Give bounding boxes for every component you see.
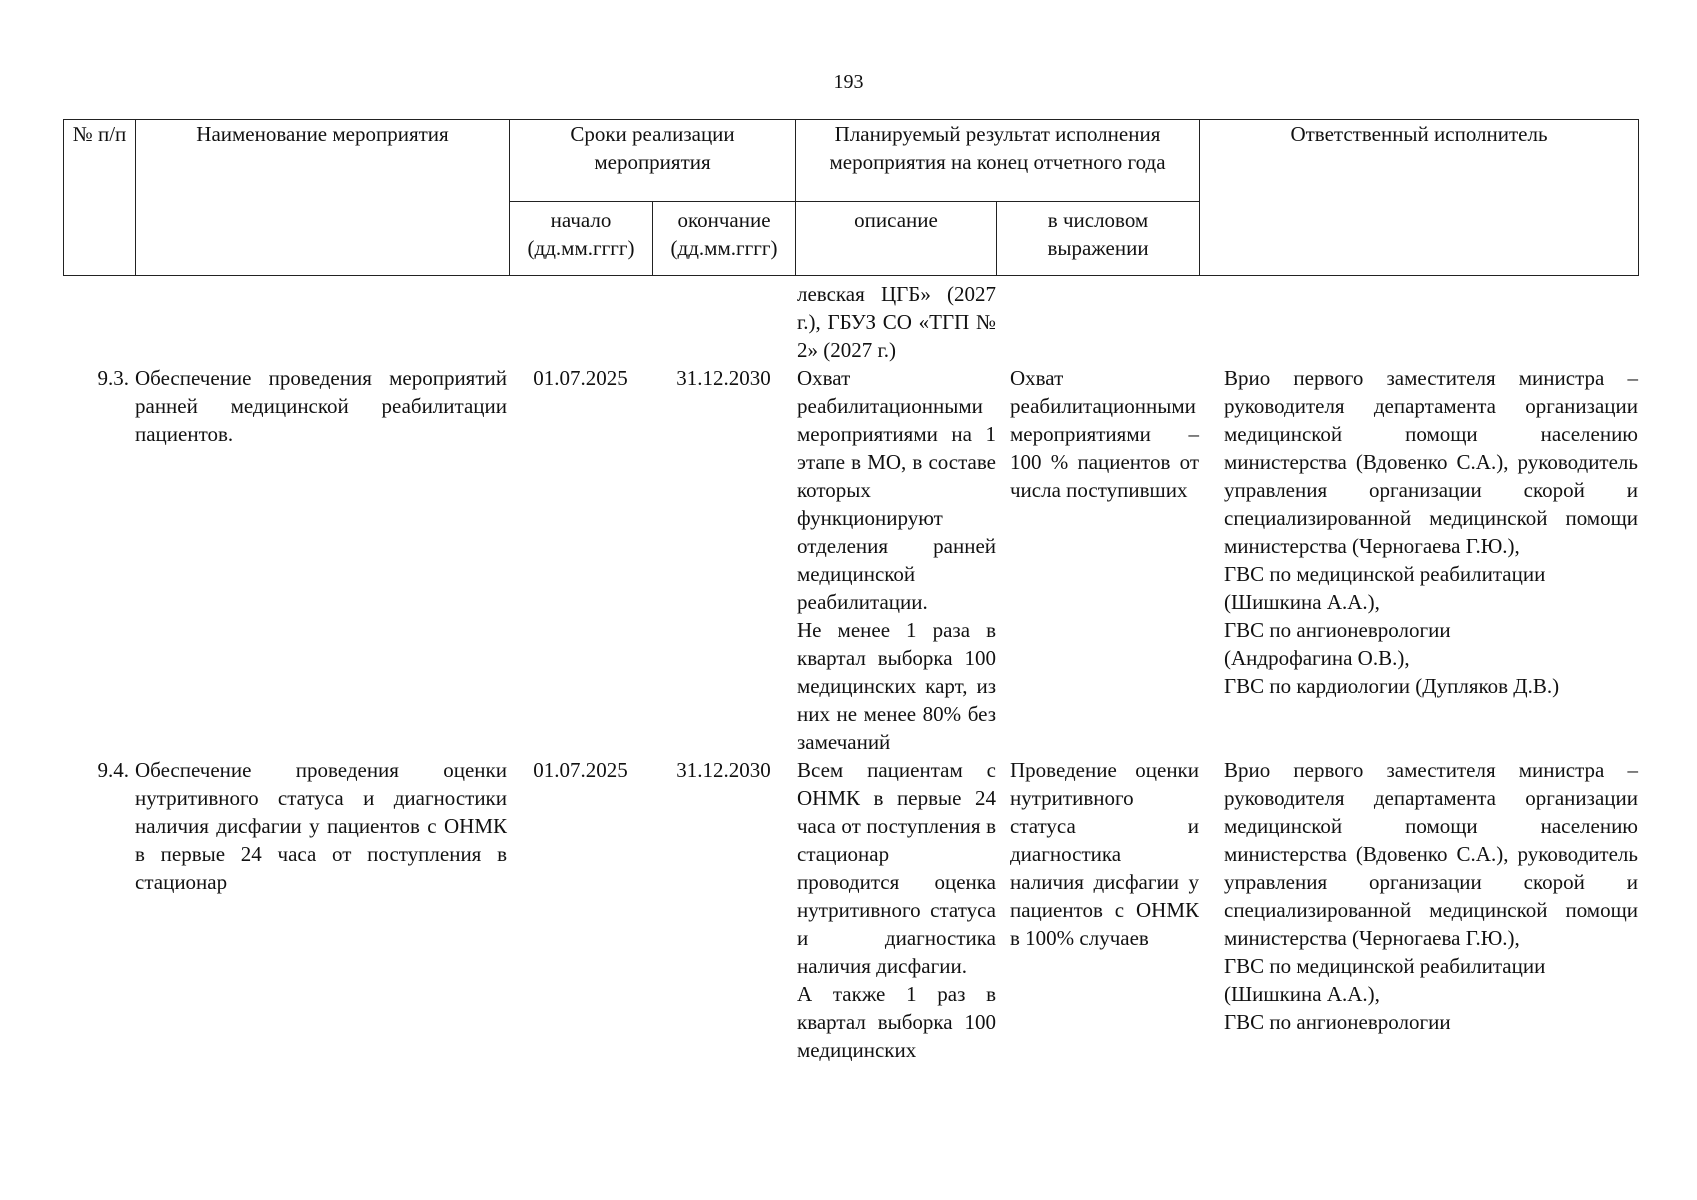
header-desc: описание xyxy=(796,202,997,276)
row-desc xyxy=(795,756,996,1064)
header-start: начало (дд.мм.гггг) xyxy=(510,202,653,276)
table-row xyxy=(63,364,1638,756)
page-number: 193 xyxy=(833,71,864,93)
row-responsible-line: (Андрофагина О.В.), xyxy=(1224,646,1410,670)
header-numeric: в числовом выражении xyxy=(997,202,1200,276)
row-responsible-line: ГВС по медицинской реабилитации xyxy=(1224,954,1546,978)
row-desc-p1: Охват реабилитационными мероприятиями на 1 этапе в МО, в составе которых функционируют отделения ранней медицинской реабилитации. xyxy=(797,366,996,614)
row-responsible-line: (Шишкина А.А.), xyxy=(1224,590,1380,614)
table-row xyxy=(63,756,1638,1064)
row-end: 31.12.2030 xyxy=(676,758,771,782)
table-header xyxy=(63,119,1639,276)
row-desc-p1: Всем пациентам с ОНМК в первые 24 часа от поступления в стационар проводится оценка нутритивного статуса и диагностика наличия дисфагии. xyxy=(797,758,996,978)
row-responsible-main: Врио первого заместителя министра – руководителя департамента организации медицинской помощи населению министерства (Вдовенко С.А.), руководитель управления организации скорой и специализированной медицинской помощи министерства (Черногаева Г.Ю.), xyxy=(1224,758,1638,950)
header-name: Наименование мероприятия xyxy=(136,120,510,276)
header-terms: Сроки реализации мероприятия xyxy=(510,120,796,202)
header-responsible: Ответственный исполнитель xyxy=(1200,120,1639,276)
header-num: № п/п xyxy=(64,120,136,276)
row-desc-p2: Не менее 1 раза в квартал выборка 100 медицинских карт, из них не менее 80% без замечаний xyxy=(797,618,996,754)
row-desc-p2: А также 1 раз в квартал выборка 100 медицинских xyxy=(797,982,996,1062)
row-start: 01.07.2025 xyxy=(533,366,628,390)
row-responsible-line: ГВС по ангионеврологии xyxy=(1224,1010,1451,1034)
table-row-continuation xyxy=(63,280,1638,364)
row-responsible-line: ГВС по медицинской реабилитации xyxy=(1224,562,1546,586)
row-end: 31.12.2030 xyxy=(676,366,771,390)
row-responsible xyxy=(1199,364,1638,756)
row-responsible-line: (Шишкина А.А.), xyxy=(1224,982,1380,1006)
table-body xyxy=(63,280,1638,1064)
row-numeric: Проведение оценки нутритивного статуса и диагностика наличия дисфагии у пациентов с ОНМК в 100% случаев xyxy=(1010,758,1199,950)
continuation-desc: левская ЦГБ» (2027 г.), ГБУЗ СО «ТГП № 2» (2027 г.) xyxy=(797,282,996,362)
row-num: 9.4. xyxy=(97,758,129,782)
row-responsible-line: ГВС по ангионеврологии xyxy=(1224,618,1451,642)
row-numeric: Охват реабилитационными мероприятиями – 100 % пациентов от числа поступивших xyxy=(1010,366,1199,502)
header-end: окончание (дд.мм.гггг) xyxy=(653,202,796,276)
row-num: 9.3. xyxy=(97,366,129,390)
row-name: Обеспечение проведения мероприятий ранней медицинской реабилитации пациентов. xyxy=(135,366,507,446)
row-desc xyxy=(795,364,996,756)
row-responsible-main: Врио первого заместителя министра – руководителя департамента организации медицинской помощи населению министерства (Вдовенко С.А.), руководитель управления организации скорой и специализированной медицинской помощи министерства (Черногаева Г.Ю.), xyxy=(1224,366,1638,558)
header-result: Планируемый результат исполнения мероприятия на конец отчетного года xyxy=(796,120,1200,202)
row-responsible xyxy=(1199,756,1638,1064)
row-name: Обеспечение проведения оценки нутритивного статуса и диагностики наличия дисфагии у пациентов с ОНМК в первые 24 часа от поступления в стационар xyxy=(135,758,507,894)
row-start: 01.07.2025 xyxy=(533,758,628,782)
row-responsible-line: ГВС по кардиологии (Дупляков Д.В.) xyxy=(1224,674,1560,698)
